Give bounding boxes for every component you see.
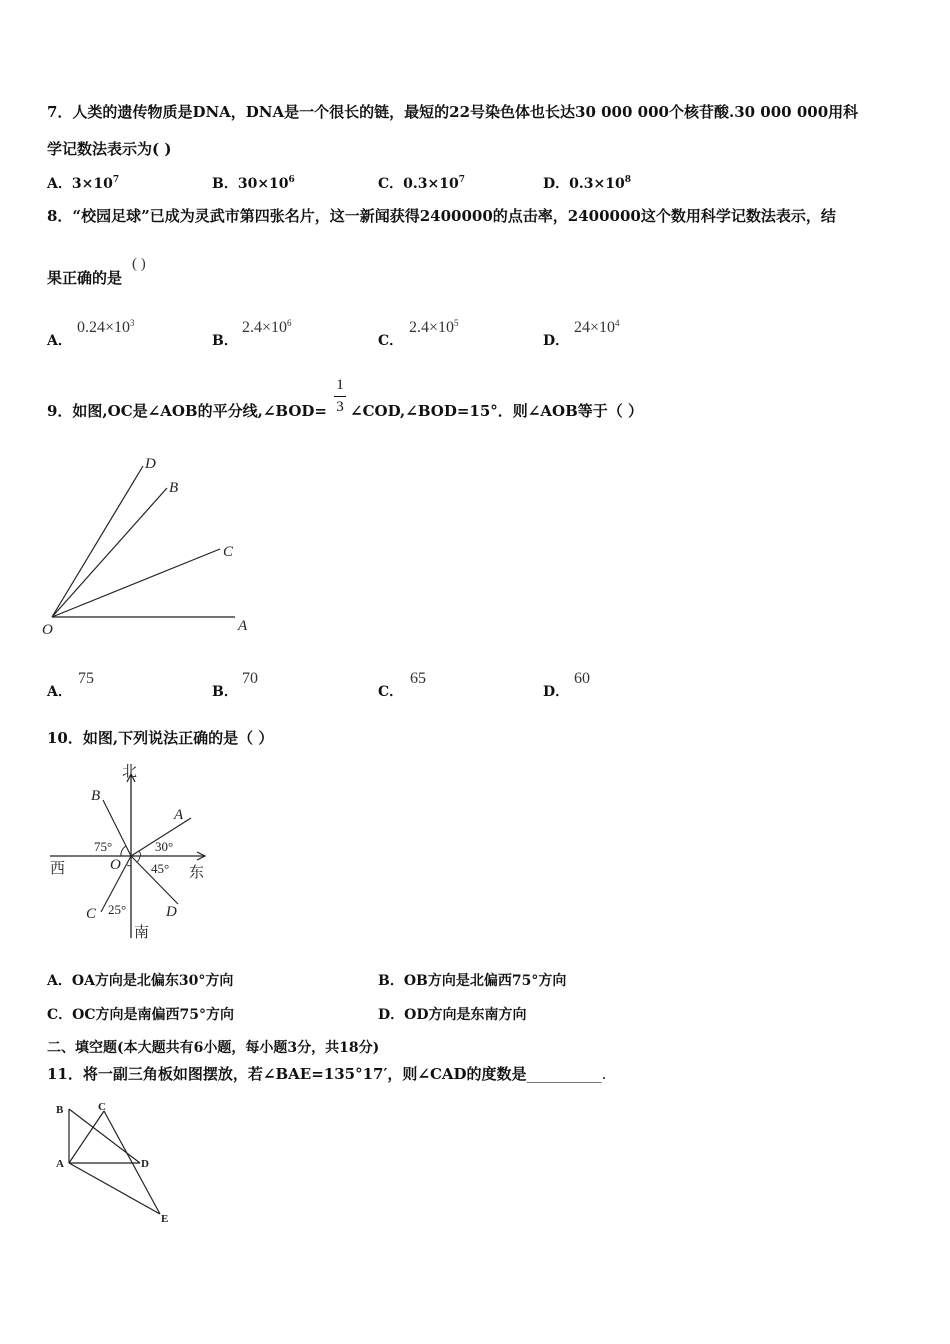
- label-d: D: [166, 904, 177, 920]
- q7-option-c[interactable]: C．$0.3\times 10^7$: [378, 175, 465, 192]
- q10-option-b[interactable]: B．OB方向是北偏西75°方向: [378, 973, 567, 989]
- label-75: 75°: [94, 839, 113, 854]
- section2-title: 二、填空题(本大题共有6小题，每小题3分，共18分): [47, 1040, 380, 1056]
- q9-frac-num: 1: [336, 377, 344, 393]
- q9-option-a-value: 75: [78, 670, 94, 687]
- q7-option-b[interactable]: B．$30\times 10^6$: [212, 175, 295, 192]
- q10-option-d[interactable]: D．OD方向是东南方向: [378, 1007, 527, 1023]
- q11-question: 11．将一副三角板如图摆放，若∠BAE=135°17′，则∠CAD的度数是: [47, 1065, 527, 1083]
- label-o: O: [110, 857, 121, 873]
- label-c: C: [223, 544, 234, 560]
- q7-option-d[interactable]: D．$0.3\times 10^8$: [543, 175, 631, 192]
- label-a: A: [174, 807, 184, 823]
- label-o: O: [42, 622, 53, 638]
- q7-line2: 学记数法表示为( ): [47, 140, 172, 158]
- q10-option-a[interactable]: A．OA方向是北偏东30°方向: [47, 973, 234, 989]
- label-e: E: [161, 1213, 169, 1225]
- label-a: A: [238, 618, 248, 634]
- label-b: B: [91, 788, 101, 804]
- q10-text: 10．如图,下列说法正确的是（ ）: [47, 729, 274, 747]
- q8-line2: 果正确的是: [47, 269, 123, 287]
- q8-option-d-letter[interactable]: D．: [543, 333, 570, 349]
- q8-option-b-value: $2.4\times 10^6$: [242, 318, 292, 336]
- q9-option-a-letter[interactable]: A．: [47, 684, 72, 700]
- label-west: 西: [50, 859, 66, 877]
- label-30: 30°: [155, 839, 174, 854]
- label-45: 45°: [151, 861, 170, 876]
- q11-blank[interactable]: __________.: [526, 1065, 607, 1083]
- q8-option-c-letter[interactable]: C．: [378, 333, 404, 349]
- q9-text-b: ∠COD,∠BOD=15°．则∠AOB等于（ ）: [350, 402, 643, 420]
- q9-option-b-value: 70: [242, 670, 258, 687]
- label-c: C: [86, 906, 97, 922]
- seg-bd: [69, 1109, 140, 1163]
- q8-paren: ( ): [132, 256, 146, 272]
- q9-option-c-value: 65: [410, 670, 426, 687]
- label-south: 南: [134, 923, 150, 941]
- label-d: D: [141, 1158, 149, 1170]
- q9-option-b-letter[interactable]: B．: [212, 684, 238, 700]
- label-east: 东: [189, 863, 205, 881]
- label-b: B: [169, 480, 179, 496]
- q7-option-a[interactable]: A．$3\times 10^7$: [47, 175, 120, 192]
- label-a: A: [56, 1158, 64, 1170]
- q8-option-a-letter[interactable]: A．: [47, 333, 72, 349]
- q8-option-c-value: $2.4\times 10^5$: [409, 318, 459, 336]
- q7-line1: 7．人类的遗传物质是DNA，DNA是一个很长的链，最短的22号染色体也长达30 000 000个核苷酸.30 000 000用科: [47, 103, 859, 121]
- q9-option-d-letter[interactable]: D．: [543, 684, 570, 700]
- label-25: 25°: [108, 902, 127, 917]
- q8-line1: 8．“校园足球”已成为灵武市第四张名片，这一新闻获得2400000的点击率，2400000这个数用科学记数法表示，结: [47, 207, 836, 225]
- q9-option-c-letter[interactable]: C．: [378, 684, 404, 700]
- label-north: 北: [122, 762, 138, 780]
- q9-text-a: 9．如图,OC是∠AOB的平分线,∠BOD=: [47, 402, 328, 420]
- q8-option-d-value: $24\times 10^4$: [574, 318, 620, 336]
- q10-option-c[interactable]: C．OC方向是南偏西75°方向: [47, 1007, 234, 1023]
- label-d: D: [145, 456, 156, 472]
- q8-option-a-value: $0.24\times 10^3$: [77, 318, 135, 336]
- q8-option-b-letter[interactable]: B．: [212, 333, 238, 349]
- label-c: C: [98, 1101, 106, 1113]
- q9-frac-den: 3: [336, 399, 344, 415]
- seg-ac: [69, 1111, 104, 1163]
- q9-option-d-value: 60: [574, 670, 590, 687]
- label-b: B: [56, 1104, 64, 1116]
